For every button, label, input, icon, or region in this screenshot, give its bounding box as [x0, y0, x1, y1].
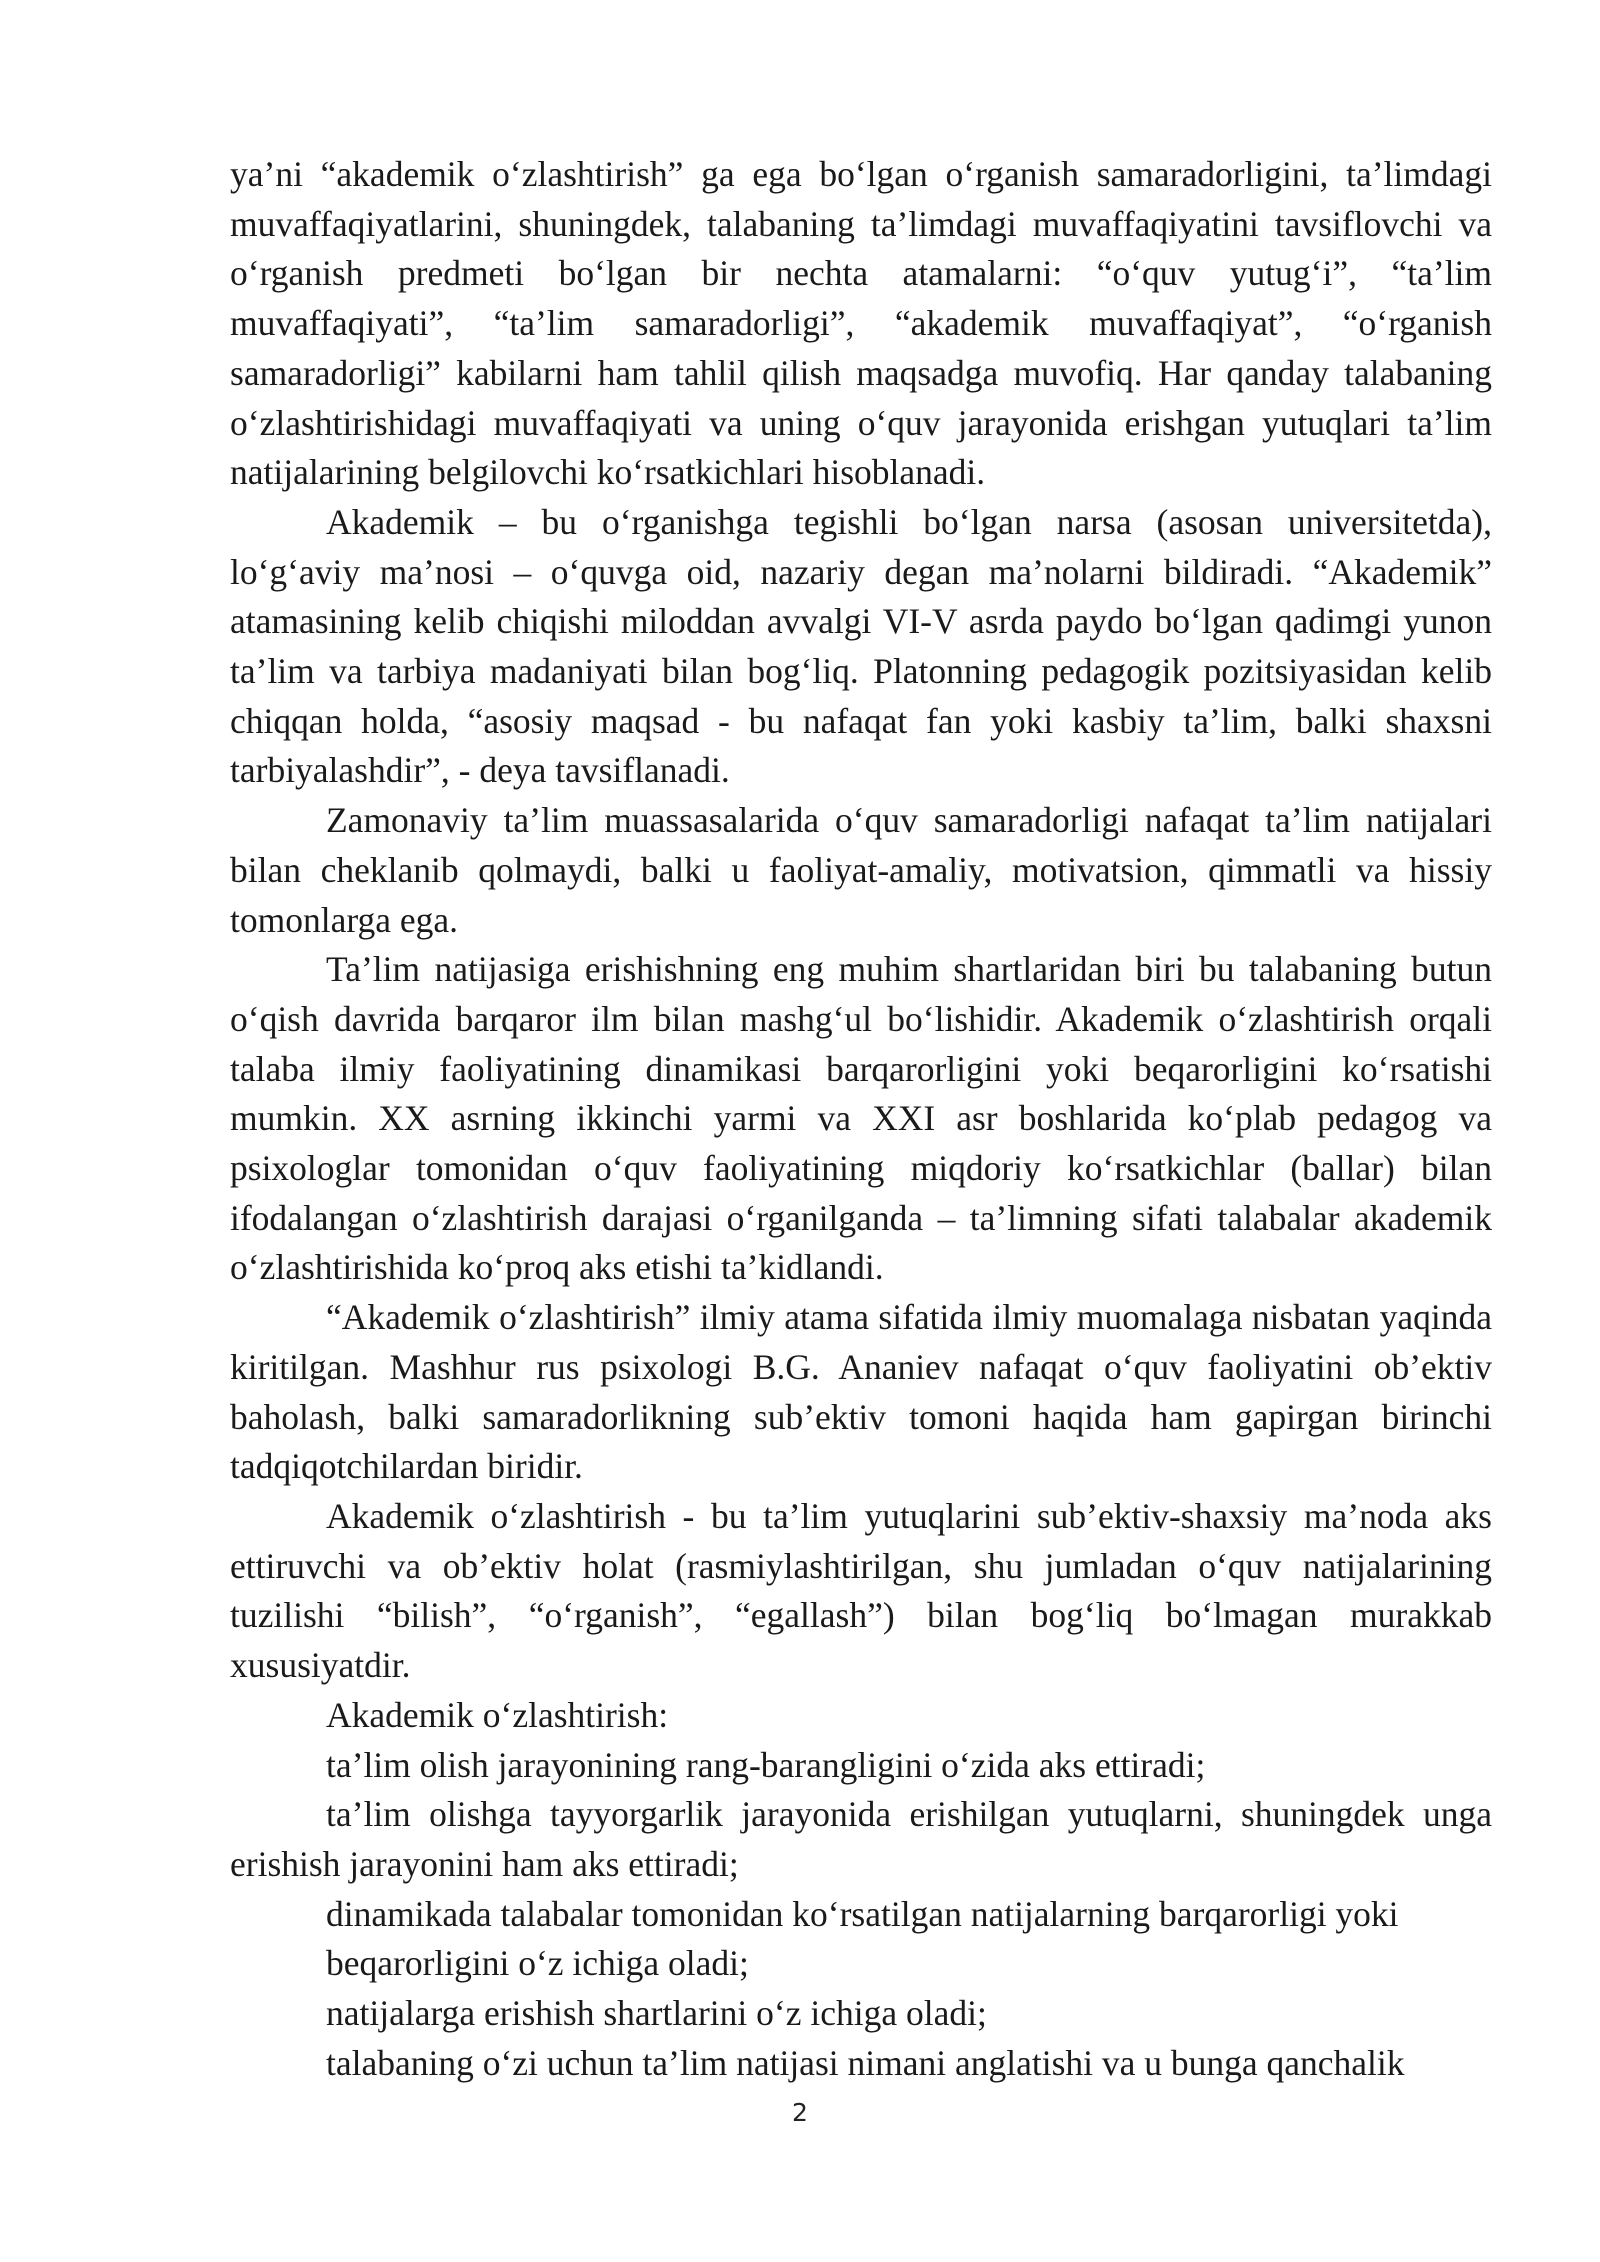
paragraph-ilmiy-atama: “Akademik o‘zlashtirish” ilmiy atama sifatida ilmiy muomalaga nisbatan yaqinda kiritilgan. Mashhur rus psixologi B.G. Ananiev nafaqat o‘quv faoliyatini ob’ektiv baholash, balki samaradorlikning sub’ektiv tomoni haqida ham gapirgan birinchi tadqiqotchilardan biridir. — [230, 1297, 1492, 1487]
list-item: natijalarga erishish shartlarini o‘z ichiga oladi; — [326, 1993, 987, 2034]
list-item: ta’lim olish jarayonining rang-barangligini o‘zida aks ettiradi; — [326, 1744, 1206, 1785]
paragraph-akademik-definition: Akademik – bu o‘rganishga tegishli bo‘lgan narsa (asosan universitetda), lo‘g‘aviy ma’nosi – o‘quvga oid, nazariy degan ma’nolarni bildiradi. “Akademik” atamasining kelib chiqishi miloddan avvalgi VI-V asrda paydo bo‘lgan qadimgi yunon ta’lim va tarbiya madaniyati bilan bog‘liq. Platonning pedagogik pozitsiyasidan kelib chiqqan holda, “asosiy maqsad - bu nafaqat fan yoki kasbiy ta’lim, balki shaxsni tarbiyalashdir”, - deya tavsiflanadi. — [230, 501, 1492, 791]
list-item: talabaning o‘zi uchun ta’lim natijasi nimani anglatishi va u bunga qanchalik — [326, 2042, 1405, 2083]
paragraph-talim-natijasi: Ta’lim natijasiga erishishning eng muhim shartlaridan biri bu talabaning butun o‘qish davrida barqaror ilm bilan mashg‘ul bo‘lishidir. Akademik o‘zlashtirish orqali talaba ilmiy faoliyatining dinamikasi barqarorligini yoki beqarorligini ko‘rsatishi mumkin. XX asrning ikkinchi yarmi va XXI asr boshlarida ko‘plab pedagog va psixologlar tomonidan o‘quv faoliyatining miqdoriy ko‘rsatkichlar (ballar) bilan ifodalangan o‘zlashtirish darajasi o‘rganilganda – ta’limning sifati talabalar akademik o‘zlashtirishida ko‘proq aks etishi ta’kidlandi. — [230, 949, 1492, 1288]
paragraph-murakkab-xususiyat: Akademik o‘zlashtirish - bu ta’lim yutuqlarini sub’ektiv-shaxsiy ma’noda aks ettiruvchi va ob’ektiv holat (rasmiylashtirilgan, shu jumladan o‘quv natijalarining tuzilishi “bilish”, “o‘rganish”, “egallash”) bilan bog‘liq bo‘lmagan murakkab xususiyatdir. — [230, 1495, 1492, 1686]
paragraph-zamonaviy: Zamonaviy ta’lim muassasalarida o‘quv samaradorligi nafaqat ta’lim natijalari bilan cheklanib qolmaydi, balki u faoliyat-amaliy, motivatsion, qimmatli va hissiy tomonlarga ega. — [230, 800, 1492, 940]
page-number: 2 — [792, 2098, 808, 2127]
paragraph-continuation: ya’ni “akademik o‘zlashtirish” ga ega bo‘lgan o‘rganish samaradorligini, ta’limdagi muvaffaqiyatlarini, shuningdek, talabaning ta’limdagi muvaffaqiyatini tavsiflovchi va o‘rganish predmeti bo‘lgan bir nechta atamalarni: “o‘quv yutug‘i”, “ta’lim muvaffaqiyati”, “ta’lim samaradorligi”, “akademik muvaffaqiyat”, “o‘rganish samaradorligi” kabilarni ham tahlil qilish maqsadga muvofiq. Har qanday talabaning o‘zlashtirishidagi muvaffaqiyati va uning o‘quv jarayonida erishgan yutuqlari ta’lim natijalarining belgilovchi ko‘rsatkichlari hisoblanadi. — [230, 154, 1492, 493]
list-item: dinamikada talabalar tomonidan ko‘rsatilgan natijalarning barqarorligi yoki — [326, 1893, 1399, 1934]
list-intro: Akademik o‘zlashtirish: — [326, 1694, 669, 1735]
document-page — [230, 150, 1492, 2088]
list-item: ta’lim olishga tayyorgarlik jarayonida erishilgan yutuqlarni, shuningdek unga erishish jarayonini ham aks ettiradi; — [230, 1794, 1492, 1884]
list-item: beqarorligini o‘z ichiga oladi; — [326, 1943, 749, 1984]
